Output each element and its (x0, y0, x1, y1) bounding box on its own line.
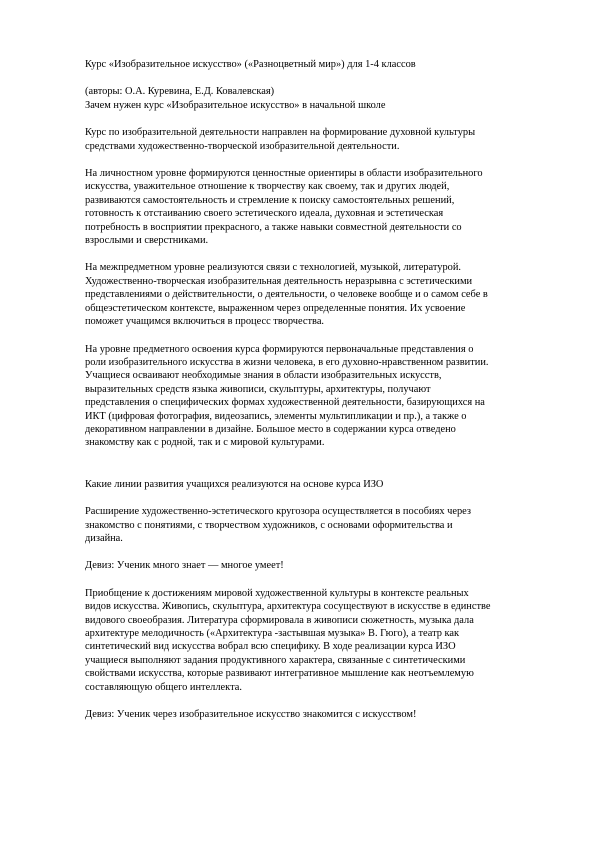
paragraph-subject-level (85, 343, 555, 450)
paragraph-line: дизайна. (85, 532, 123, 544)
paragraph-line: декоративном направлении в дизайне. Большое место в содержании курса отведено (85, 423, 456, 435)
paragraph-line: Учащиеся осваивают необходимые знания в области изобразительных искусств, (85, 370, 442, 382)
why-heading (85, 99, 555, 112)
paragraph-line: искусства, уважительное отношение к творчеству как своему, так и других людей, (85, 181, 450, 193)
paragraph-line: На межпредметном уровне реализуются связи с технологией, музыкой, литературой. (85, 262, 462, 274)
authors-text: (авторы: О.А. Куревина, Е.Д. Ковалевская) (85, 86, 275, 98)
paragraph-line: представления о специфических формах художественной деятельности, базирующихся на (85, 397, 485, 409)
paragraph-line: учащиеся выполняют задания продуктивного характера, связанные с синтетическими (85, 654, 466, 666)
spacer (85, 329, 555, 343)
motto-first (85, 559, 555, 572)
course-title-text: Курс «Изобразительное искусство» («Разноцветный мир») для 1-4 классов (85, 59, 416, 70)
paragraph-line: потребность в восприятии прекрасного, а также навыки совместной деятельности со (85, 221, 462, 233)
motto-second (85, 708, 555, 721)
course-title (85, 58, 555, 71)
paragraph-interdisciplinary-level (85, 261, 555, 328)
lines-heading (85, 478, 555, 491)
paragraph-line: ИКТ (цифровая фотография, видеозапись, элементы мультипликации и пр.), а также о (85, 410, 467, 422)
paragraph-line: общеэстетическом контексте, выраженном через определенные понятия. Их усвоение (85, 302, 466, 314)
spacer (85, 491, 555, 505)
paragraph-line: развиваются самостоятельность и стремление к поиску самостоятельных решений, (85, 194, 455, 206)
paragraph-outlook (85, 505, 555, 545)
paragraph-line: готовность к отстаиванию своего эстетического идеала, духовная и эстетическая (85, 208, 444, 220)
lines-heading-text: Какие линии развития учащихся реализуются на основе курса ИЗО (85, 478, 384, 490)
spacer (85, 112, 555, 126)
paragraph-personal-level (85, 167, 555, 247)
paragraph-world-culture (85, 587, 555, 694)
paragraph-line: средствами художественно-творческой изобразительной деятельности. (85, 140, 400, 152)
paragraph-line: видового своеобразия. Литература сформировала в живописи сюжетность, музыка дала (85, 614, 474, 626)
paragraph-line: Приобщение к достижениям мировой художественной культуры в контексте реальных (85, 587, 469, 599)
paragraph-line: выразительных средств языка живописи, скульптуры, архитектуры, получают (85, 383, 431, 395)
spacer (85, 450, 555, 478)
paragraph-line: знакомству как с родной, так и с мировой культурами. (85, 437, 325, 449)
motto-text: Девиз: Ученик много знает — многое умеет! (85, 560, 284, 572)
paragraph-line: Курс по изобразительной деятельности направлен на формирование духовной культуры (85, 127, 476, 139)
spacer (85, 573, 555, 587)
paragraph-line: На личностном уровне формируются ценностные ориентиры в области изобразительного (85, 168, 483, 180)
spacer (85, 71, 555, 85)
paragraph-line: представлениями о действительности, о деятельности, о человеке вообще и о самом себе в (85, 289, 488, 301)
spacer (85, 694, 555, 708)
paragraph-line: Художественно-творческая изобразительная деятельность неразрывна с эстетическими (85, 275, 473, 287)
paragraph-line: поможет учащимся включиться в процесс творчества. (85, 316, 325, 328)
paragraph-line: синтетический вид искусства вобрал всю специфику. В ходе реализации курса ИЗО (85, 641, 456, 653)
spacer (85, 153, 555, 167)
document-body (85, 58, 555, 721)
paragraph-line: знакомство с понятиями, с творчеством художников, с основами оформительства и (85, 519, 453, 531)
spacer (85, 247, 555, 261)
paragraph-line: взрослыми и сверстниками. (85, 235, 209, 247)
paragraph-line: роли изобразительного искусства в жизни человека, в его духовно-нравственном развитии. (85, 356, 489, 368)
paragraph-intro (85, 126, 555, 153)
authors (85, 85, 555, 98)
motto-text: Девиз: Ученик через изобразительное искусство знакомится с искусством! (85, 709, 417, 721)
paragraph-line: свойствами искусства, которые развивают интегративное мышление как неотъемлемую (85, 668, 474, 680)
why-heading-text: Зачем нужен курс «Изобразительное искусство» в начальной школе (85, 99, 386, 111)
paragraph-line: Расширение художественно-эстетического кругозора осуществляется в пособиях через (85, 506, 472, 518)
spacer (85, 545, 555, 559)
paragraph-line: составляющую общего интеллекта. (85, 681, 242, 693)
paragraph-line: На уровне предметного освоения курса формируются первоначальные представления о (85, 343, 474, 355)
paragraph-line: архитектуре мелодичность («Архитектура -застывшая музыка» В. Гюго), а театр как (85, 628, 460, 639)
paragraph-line: видов искусства. Живопись, скульптура, архитектура сосуществуют в искусстве в единстве (85, 601, 491, 613)
